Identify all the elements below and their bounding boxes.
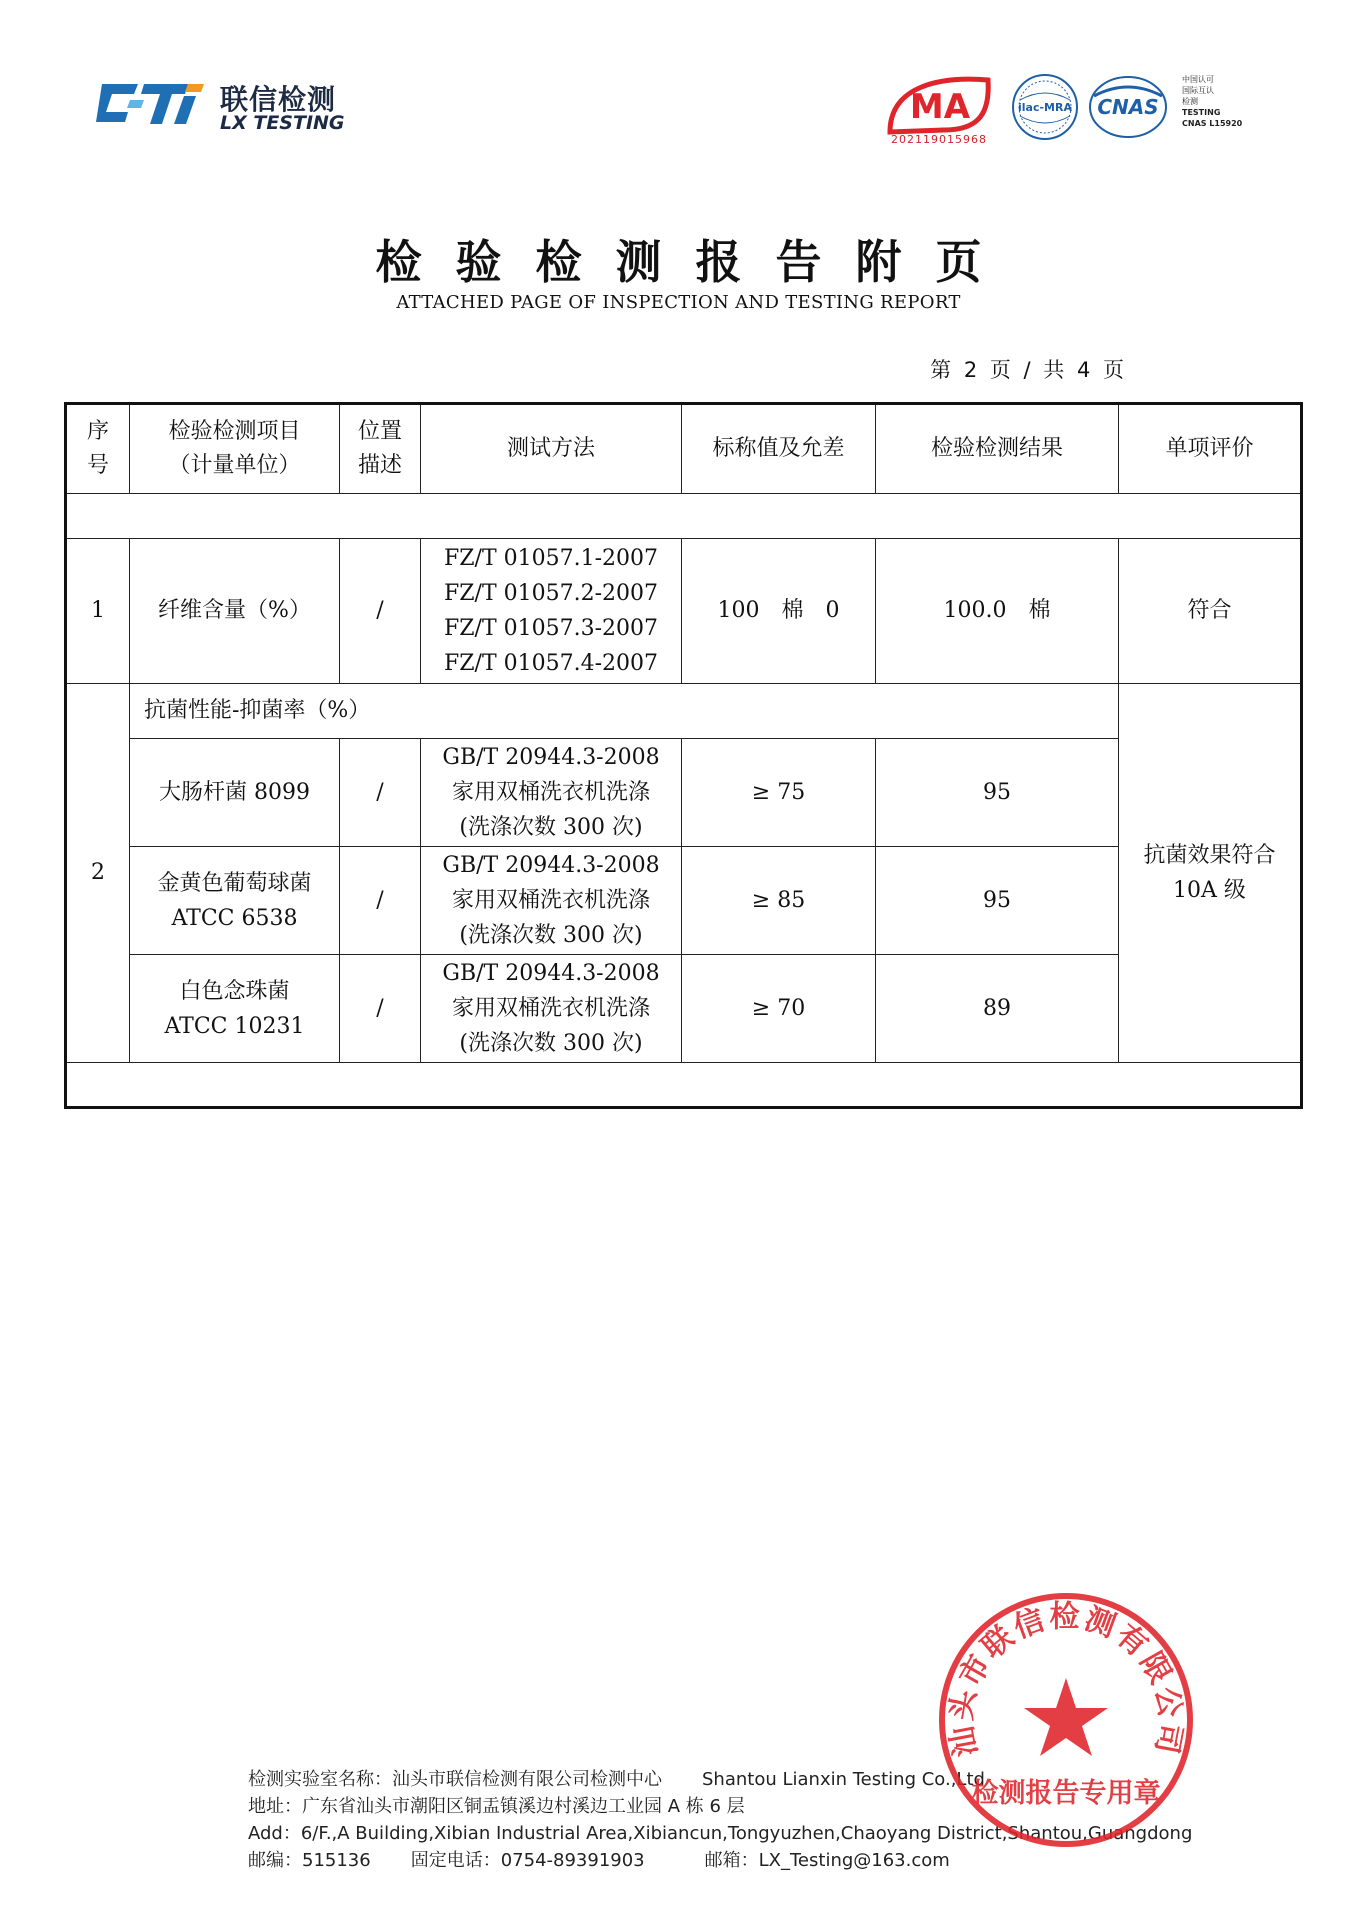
ilac-label: ilac-MRA [1018,101,1072,114]
row2-evaluation [1119,684,1302,1063]
report-title-en: ATTACHED PAGE OF INSPECTION AND TESTING REPORT [396,292,961,313]
row2-group-title: 抗菌性能-抑菌率（%） [130,684,1119,739]
footer-lab-name-cn: 检测实验室名称：汕头市联信检测有限公司检测中心 [248,1769,662,1790]
method-line: FZ/T 01057.1-2007 [443,546,659,571]
method-line: FZ/T 01057.4-2007 [443,651,659,676]
cnas-line: 国际互认 [1182,86,1214,95]
seal-ring-text: 汕头市联信检测有限公司 [943,1599,1189,1760]
company-seal [936,1590,1196,1850]
footer-address-en: Add：6/F.,A Building,Xibian Industrial Area,Xibiancun,Tongyuzhen,Chaoyang District,Shantou,Guangdong [248,1823,1193,1844]
subrow-result: 95 [876,739,1119,847]
cnas-line: CNAS L15920 [1182,119,1243,128]
table-row [66,539,1302,684]
evaluation-line: 抗菌效果符合 [1143,843,1276,868]
evaluation-line: 10A 级 [1173,878,1246,903]
table-subrow [66,847,1302,955]
header-item: 检验检测项目 （计量单位） [130,404,340,494]
row1-position: / [340,539,421,684]
report-title-cn: 检验检测报告附页 [375,235,1016,289]
subrow-method: GB/T 20944.3-2008 家用双桶洗衣机洗涤 (洗涤次数 300 次) [421,847,682,955]
header-method: 测试方法 [421,404,682,494]
table-spacer-row [66,494,1302,539]
company-logo [92,78,362,140]
row1-evaluation: 符合 [1119,539,1302,684]
footer-phone: 固定电话：0754-89391903 [410,1850,645,1871]
footer-address-cn: 地址：广东省汕头市潮阳区铜盂镇溪边村溪边工业园 A 栋 6 层 [248,1796,745,1817]
header-seq: 序 号 [66,404,130,494]
subrow-position: / [340,739,421,847]
cnas-line: 中国认可 [1182,75,1214,84]
subrow-standard: ≥ 70 [682,955,876,1063]
seal-bottom-text: 检测报告专用章 [971,1778,1161,1809]
cma-label: MA [909,87,971,127]
row2-seq: 2 [66,684,130,1063]
table-spacer-row [66,1063,1302,1108]
spacer-cell [66,1063,1302,1108]
subrow-item: 白色念珠菌 ATCC 10231 [130,955,340,1063]
footer-lab-name-en: Shantou Lianxin Testing Co.,Ltd [702,1769,985,1790]
cnas-label: CNAS [1097,95,1159,119]
spacer-cell [66,494,1302,539]
header-position: 位置 描述 [340,404,421,494]
subrow-method: GB/T 20944.3-2008 家用双桶洗衣机洗涤 (洗涤次数 300 次) [421,739,682,847]
row1-item: 纤维含量（%） [130,539,340,684]
table-subrow [66,739,1302,847]
footer-postcode: 邮编：515136 [248,1850,371,1871]
header-standard: 标称值及允差 [682,404,876,494]
cnas-mark [1088,74,1168,140]
table-subrow [66,955,1302,1063]
cnas-accreditation-text [1182,74,1242,129]
cma-number: 202119015968 [891,133,987,146]
footer-email: 邮箱：LX_Testing@163.com [704,1850,950,1871]
cnas-line: TESTING [1182,108,1221,117]
logo-text-en: LX TESTING [220,112,345,134]
row1-seq: 1 [66,539,130,684]
subrow-result: 89 [876,955,1119,1063]
ilac-mra-mark [1010,72,1080,142]
subrow-item: 金黄色葡萄球菌 ATCC 6538 [130,847,340,955]
table-header-row [66,404,1302,494]
header-evaluation: 单项评价 [1119,404,1302,494]
seal-star-icon [1024,1678,1108,1756]
method-line: FZ/T 01057.3-2007 [443,616,659,641]
lx-logo-mark [92,78,212,138]
cnas-line: 检测 [1182,97,1198,106]
results-table [64,402,1303,1109]
row1-method [421,539,682,684]
footer-contact-row [248,1847,1192,1874]
subrow-standard: ≥ 75 [682,739,876,847]
subrow-item: 大肠杆菌 8099 [130,739,340,847]
subrow-method: GB/T 20944.3-2008 家用双桶洗衣机洗涤 (洗涤次数 300 次) [421,955,682,1063]
subrow-position: / [340,847,421,955]
logo-text-cn: 联信检测 [220,83,337,116]
table-row [66,684,1302,739]
subrow-result: 95 [876,847,1119,955]
header-result: 检验检测结果 [876,404,1119,494]
row1-standard: 100 棉 0 [682,539,876,684]
subrow-standard: ≥ 85 [682,847,876,955]
page-indicator: 第 2 页 / 共 4 页 [930,358,1127,382]
subrow-position: / [340,955,421,1063]
method-line: FZ/T 01057.2-2007 [443,581,659,606]
row1-result: 100.0 棉 [876,539,1119,684]
